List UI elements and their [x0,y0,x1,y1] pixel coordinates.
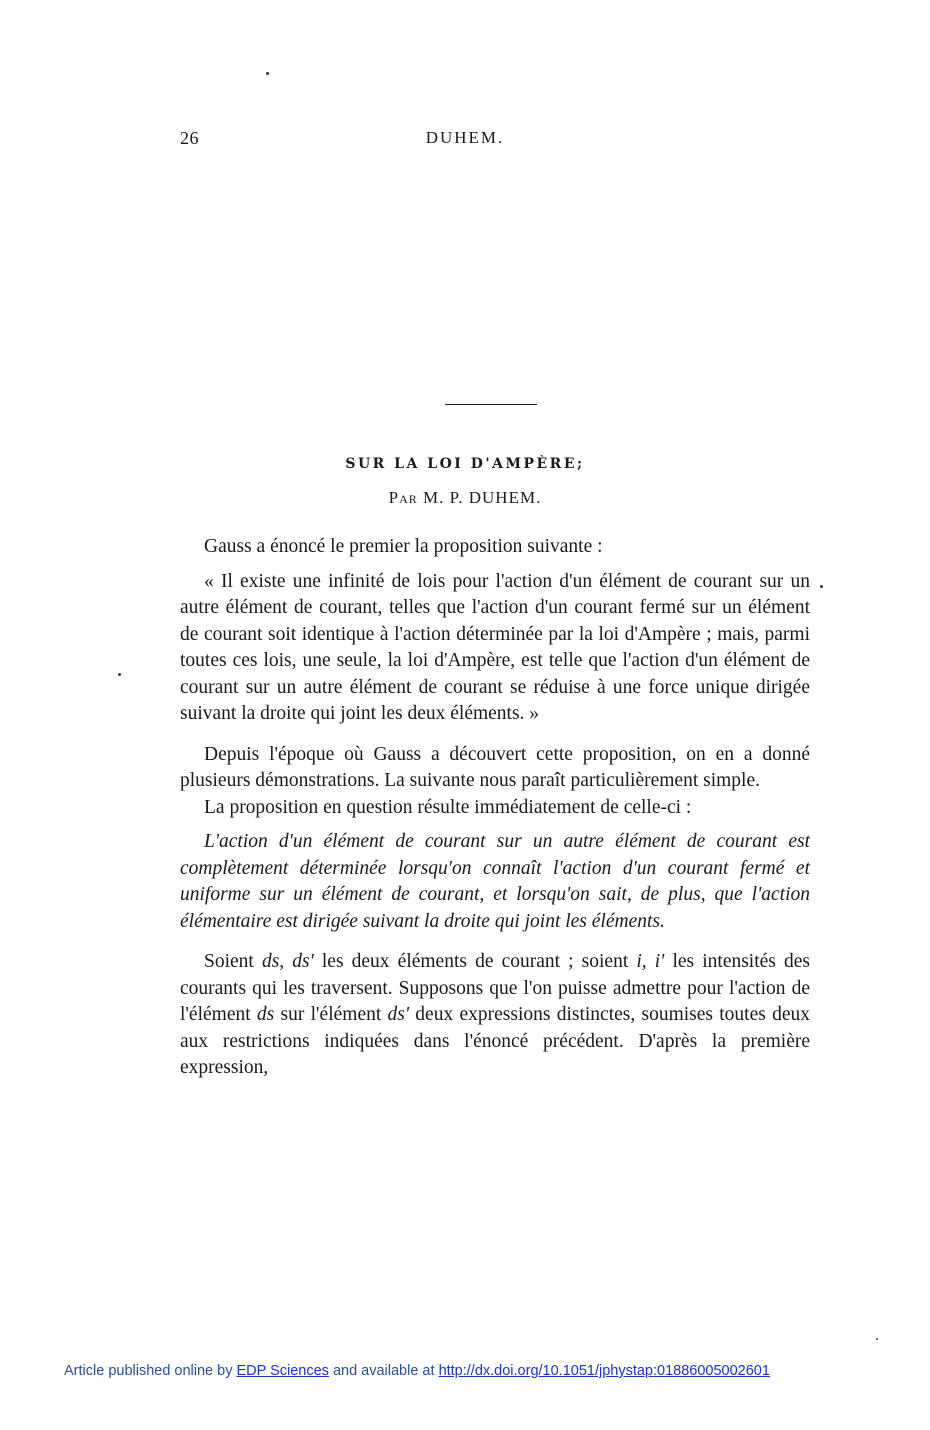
math-dsprime: ds' [387,1004,410,1025]
section-divider [445,404,537,405]
footer-text-middle: and available at [328,1363,439,1379]
publisher-link[interactable]: EDP Sciences [236,1363,329,1379]
math-i-iprime: i, i' [636,951,665,972]
running-head: DUHEM. [425,128,505,147]
article-title: SUR LA LOI D'AMPÈRE; [345,456,585,472]
scan-speck [118,673,121,676]
page-number: 26 [180,128,199,148]
soient-text-e: deux expressions distinctes, soumises toutes deux aux restrictions indiquées dans l'énoncé précédent. D'après la première expression, [180,1004,811,1078]
paragraph-history: Depuis l'époque où Gauss a découvert cette proposition, on en a donné plusieurs démonstrations. La suivante nous paraît particulièrement simple. [180,743,810,791]
math-ds: ds [256,1004,275,1025]
article-body [180,534,810,1082]
paragraph-theorem: L'action d'un élément de courant sur un autre élément de courant est complètement déterminée lorsqu'on connaît l'action d'un courant fermé et uniforme sur un élément de courant, et lorsqu'on sait, de plus, que l'action élémentaire est dirigée suivant la droite qui joint les éléments. [180,831,810,932]
math-ds-dsprime: ds, ds' [261,951,314,972]
paragraph-intro: Gauss a énoncé le premier la proposition suivante : [204,536,603,557]
scan-speck [266,72,269,75]
author-prefix: Par [388,488,418,507]
scan-speck [876,1338,878,1340]
paragraph-gauss-quote: « Il existe une infinité de lois pour l'action d'un élément de courant sur un autre élément de courant, telles que l'action d'un courant fermé sur un élément de courant soit identique à l'action déterminée par la loi d'Ampère ; mais, parmi toutes ces lois, une seule, la loi d'Ampère, est telle que l'action d'un élément de courant sur un autre élément de courant se réduise à une force unique dirigée suivant la droite qui joint les deux éléments. » [180,570,810,724]
scan-speck [820,585,823,588]
author-name: M. P. DUHEM. [423,488,542,507]
paragraph-proposition: La proposition en question résulte immédiatement de celle-ci : [204,796,692,818]
soient-text-d: sur l'élément [274,1004,388,1025]
soient-text-c: les intensités des courants qui les traversent. Supposons que l'on puisse admettre pour l'action de l'élément [180,951,810,1025]
footer-text-before: Article published online by [64,1363,237,1379]
publication-footer [64,1363,770,1379]
paragraph-soient [180,949,810,1082]
soient-text-a: Soient [204,951,262,972]
author-line [0,488,930,508]
soient-text-b: les deux éléments de courant ; soient [313,951,637,972]
doi-link[interactable]: http://dx.doi.org/10.1051/jphystap:01886005002601 [438,1363,770,1379]
